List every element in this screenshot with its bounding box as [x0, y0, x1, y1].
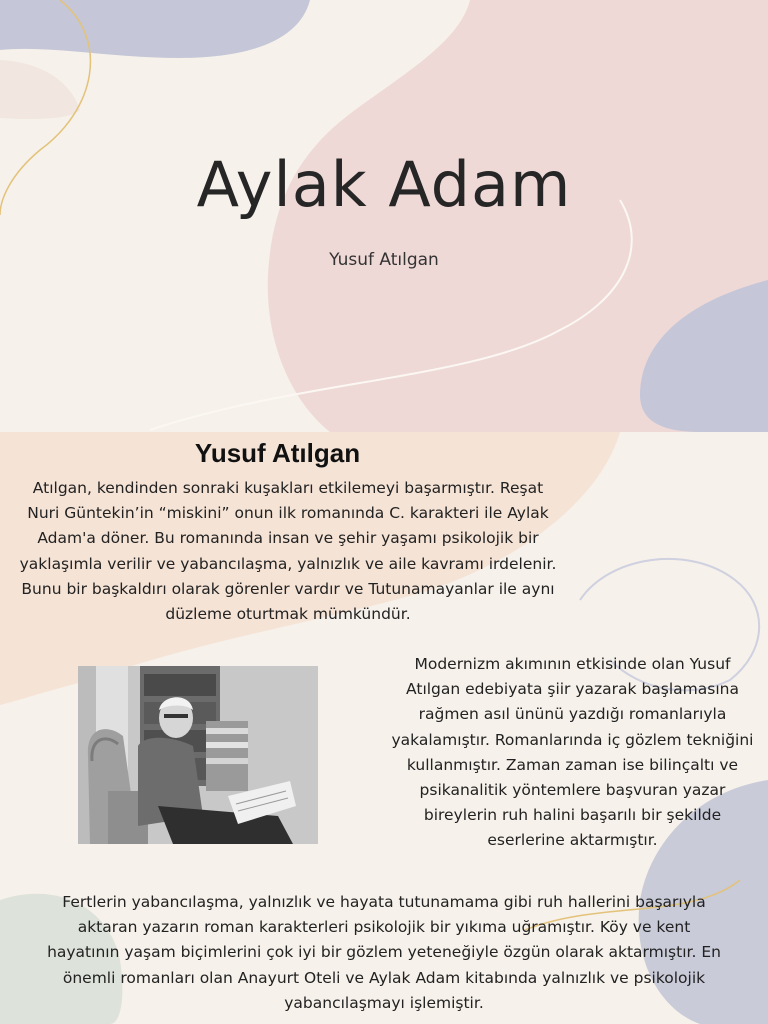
- paragraph-alienation: Fertlerin yabancılaşma, yalnızlık ve hayata tutunamama gibi ruh hallerini başarıyla aktaran yazarın roman karakterleri psikolojik bir yıkıma uğramıştır. Köy ve kent hayatının yaşam biçimlerini çok iyi bir gözlem yeteneğiyle özgün olarak aktarmıştır. En önemli romanları olan Anayurt Oteli ve Aylak Adam kitabında yalnızlık ve psikolojik yabancılaşmayı işlemiştir.: [47, 893, 721, 1012]
- paragraph-influence: Atılgan, kendinden sonraki kuşakları etkilemeyi başarmıştır. Reşat Nuri Güntekin’in “miskini” onun ilk romanında C. karakteri ile Aylak Adam'a döner. Bu romanında insan ve şehir yaşamı psikolojik bir yaklaşımla verilir ve yabancılaşma, yalnızlık ve aile kavramı irdelenir. Bunu bir başkaldırı olarak görenler vardır ve Tutunamayanlar ile aynı düzleme oturtmak mümkündür.: [19, 479, 557, 624]
- section-heading: Yusuf Atılgan: [194, 438, 361, 468]
- author-subtitle: Yusuf Atılgan: [329, 250, 439, 270]
- page-title: Aylak Adam: [196, 148, 572, 221]
- author-photo: [78, 666, 318, 844]
- paragraph-modernism: Modernizm akımının etkisinde olan Yusuf Atılgan edebiyata şiir yazarak başlamasına rağmen asıl ününü yazdığı romanlarıyla yakalamıştır. Romanlarında iç gözlem tekniğini kullanmıştır. Zaman zaman ise bilinçaltı ve psikanalitik yöntemlere başvuran yazar bireylerin ruh halini başarılı bir şekilde eserlerine aktarmıştır.: [391, 655, 754, 850]
